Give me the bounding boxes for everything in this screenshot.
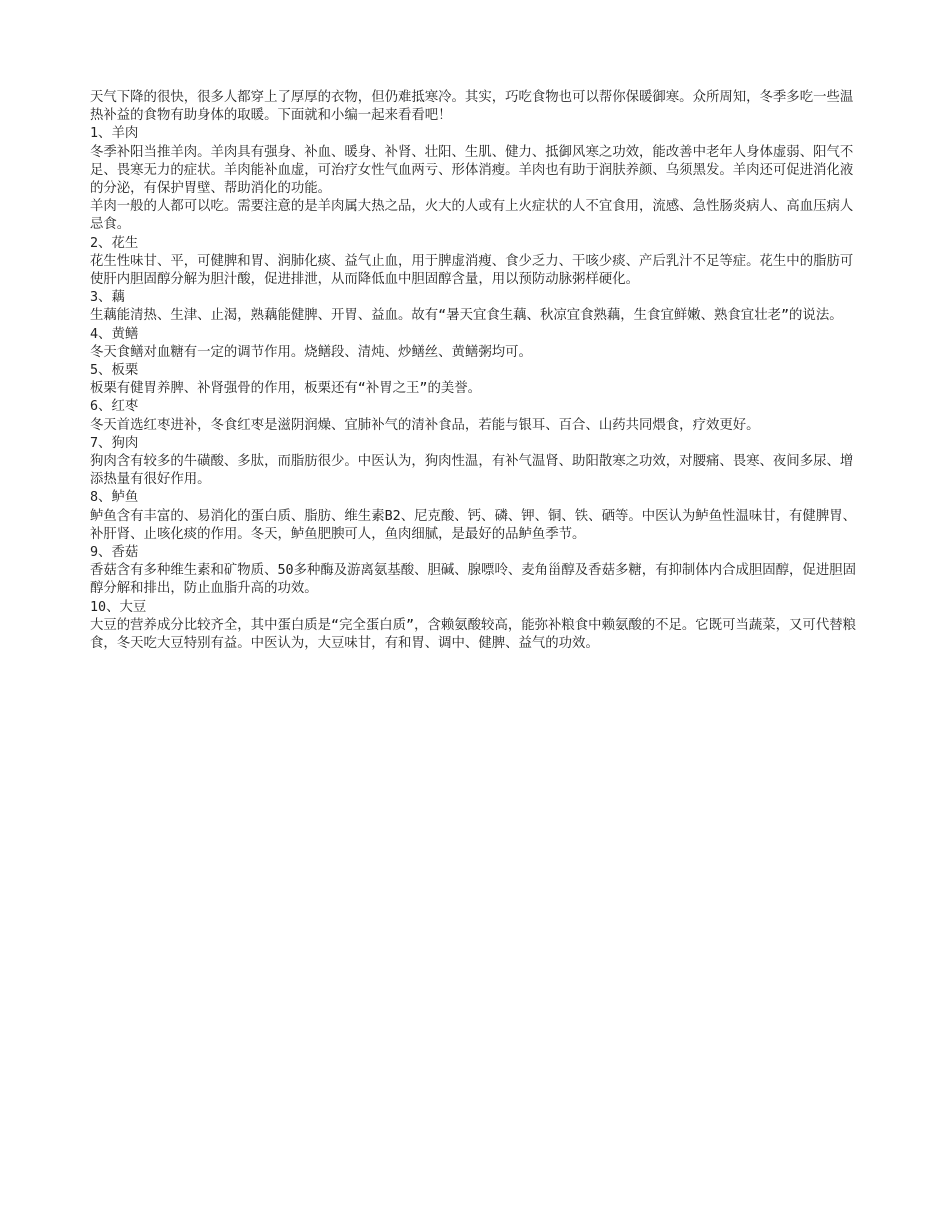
section-paragraph-mutton-1: 冬季补阳当推羊肉。羊肉具有强身、补血、暖身、补肾、壮阳、生肌、健力、抵御风寒之功效，能改善中老年人身体虚弱、阳气不足、畏寒无力的症状。羊肉能补血虚，可治疗女性气血两亏、形体消瘦。羊肉也有助于润肤养颜、乌须黑发。羊肉还可促进消化液的分泌，有保护胃壁、帮助消化的功能。: [90, 144, 854, 197]
section-paragraph-peanut: 花生性味甘、平，可健脾和胃、润肺化痰、益气止血，用于脾虚消瘦、食少乏力、干咳少痰、产后乳汁不足等症。花生中的脂肪可使肝内胆固醇分解为胆汁酸，促进排泄，从而降低血中胆固醇含量，用以预防动脉粥样硬化。: [90, 253, 854, 288]
section-heading-soybean: 10、大豆: [90, 599, 147, 615]
section-heading-mutton: 1、羊肉: [90, 126, 139, 142]
section-heading-eel: 4、黄鳝: [90, 326, 139, 342]
article-body: [90, 89, 860, 653]
section-heading-peanut: 2、花生: [90, 235, 139, 251]
section-paragraph-eel: 冬天食鳝对血糖有一定的调节作用。烧鳝段、清炖、炒鳝丝、黄鳝粥均可。: [90, 344, 532, 360]
section-heading-mushroom: 9、香菇: [90, 545, 139, 561]
section-paragraph-perch: 鲈鱼含有丰富的、易消化的蛋白质、脂肪、维生素B2、尼克酸、钙、磷、钾、铜、铁、硒等。中医认为鲈鱼性温味甘，有健脾胃、补肝肾、止咳化痰的作用。冬天，鲈鱼肥腴可人，鱼肉细腻，是最好的品鲈鱼季节。: [90, 508, 856, 542]
section-paragraph-red-date: 冬天首选红枣进补，冬食红枣是滋阴润燥、宜肺补气的清补食品，若能与银耳、百合、山药共同煨食，疗效更好。: [90, 417, 760, 433]
section-heading-red-date: 6、红枣: [90, 399, 139, 415]
section-paragraph-soybean: 大豆的营养成分比较齐全，其中蛋白质是“完全蛋白质”，含赖氨酸较高，能弥补粮食中赖氨酸的不足。它既可当蔬菜，又可代替粮食，冬天吃大豆特别有益。中医认为，大豆味甘，有和胃、调中、健脾、益气的功效。: [90, 617, 856, 652]
section-paragraph-mushroom: 香菇含有多种维生素和矿物质、50多种酶及游离氨基酸、胆碱、腺嘌呤、麦角甾醇及香菇多糖，有抑制体内合成胆固醇，促进胆固醇分解和排出，防止血脂升高的功效。: [90, 563, 856, 597]
section-paragraph-lotus-root: 生藕能清热、生津、止渴，熟藕能健脾、开胃、益血。故有“暑天宜食生藕、秋凉宜食熟藕，生食宜鲜嫩、熟食宜壮老”的说法。: [90, 308, 843, 324]
section-heading-lotus-root: 3、藕: [90, 290, 125, 306]
section-paragraph-dog-meat: 狗肉含有较多的牛磺酸、多肽，而脂肪很少。中医认为，狗肉性温，有补气温肾、助阳散寒之功效，对腰痛、畏寒、夜间多尿、增添热量有很好作用。: [90, 454, 854, 488]
section-paragraph-chestnut: 板栗有健胃养脾、补肾强骨的作用，板栗还有“补胃之王”的美誉。: [90, 381, 482, 397]
section-paragraph-mutton-2: 羊肉一般的人都可以吃。需要注意的是羊肉属大热之品，火大的人或有上火症状的人不宜食用，流感、急性肠炎病人、高血压病人忌食。: [90, 199, 854, 233]
section-heading-chestnut: 5、板栗: [90, 363, 139, 379]
section-heading-dog-meat: 7、狗肉: [90, 435, 139, 451]
section-heading-perch: 8、鲈鱼: [90, 490, 139, 506]
intro-paragraph: 天气下降的很快，很多人都穿上了厚厚的衣物，但仍难抵寒冷。其实，巧吃食物也可以帮你保暖御寒。众所周知，冬季多吃一些温热补益的食物有助身体的取暖。下面就和小编一起来看看吧！: [90, 90, 854, 124]
